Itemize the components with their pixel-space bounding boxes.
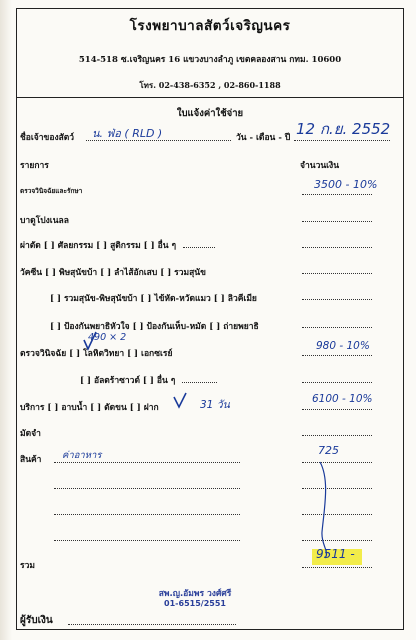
date-value: 12 ก.ย. 2552 bbox=[296, 120, 391, 138]
total-label: รวม bbox=[20, 561, 35, 571]
goods-label: สินค้า bbox=[20, 455, 42, 465]
surgery-label: ผ่าตัด [ ] ศัลยกรรม [ ] สูติกรรม [ ] อื่น ๆ bbox=[20, 241, 177, 251]
exam-label: ตรวจวินิจฉัยและรักษา bbox=[20, 187, 83, 195]
stamp-license: 01-6515/2551 bbox=[164, 599, 226, 608]
form-title: ใบแจ้งค่าใช้จ่าย bbox=[176, 108, 244, 119]
amount-header: จำนวนเงิน bbox=[300, 161, 340, 171]
service-label: บริการ [ ] อาบน้ำ [ ] ตัดขน [ ] ฝาก bbox=[20, 403, 159, 413]
sum-bracket-line bbox=[320, 462, 327, 558]
stamp-name: สพ.ญ.อัมพร วงศ์ศรี bbox=[158, 589, 232, 599]
owner-label: ชื่อเจ้าของสัตว์ bbox=[20, 133, 75, 143]
vaccine-row3: [ ] ป้องกันพยาธิหัวใจ [ ] ป้องกันเห็บ-หมัด [ ] ถ่ายพยาธิ bbox=[50, 322, 259, 332]
check-mark-hematology bbox=[84, 332, 96, 349]
service-amount: 6100 - 10% bbox=[312, 393, 373, 405]
exam-amount: 3500 - 10% bbox=[314, 178, 378, 191]
date-label: วัน - เดือน - ปี bbox=[236, 133, 291, 143]
clinic-address: 514-518 ซ.เจริญนคร 16 แขวงบางลำภู เขตคลองสาน กทม. 10600 bbox=[78, 55, 342, 65]
owner-value: น. ฟ่อ ( RLD ) bbox=[92, 127, 163, 140]
goods-amount: 725 bbox=[318, 444, 339, 457]
service-note: 31 วัน bbox=[200, 399, 230, 411]
clinic-name: โรงพยาบาลสัตว์เจริญนคร bbox=[129, 18, 291, 34]
items-header: รายการ bbox=[20, 161, 49, 171]
diag-amount: 980 - 10% bbox=[316, 340, 370, 352]
goods-item: ค่าอาหาร bbox=[62, 450, 102, 461]
clinic-phone: โทร. 02-438-6352 , 02-860-1188 bbox=[139, 80, 281, 90]
diag-row2: [ ] อัลตร้าซาวด์ [ ] อื่น ๆ bbox=[80, 376, 176, 386]
diag-note: 490 × 2 bbox=[88, 332, 127, 343]
deposit-label: มัดจำ bbox=[20, 429, 41, 439]
payee-label: ผู้รับเงิน bbox=[20, 615, 53, 626]
lodging-label: บาดูโปงเนลล bbox=[20, 216, 69, 226]
diag-label: ตรวจวินิจฉัย [ ] โลหิตวิทยา [ ] เอกซเรย์ bbox=[20, 349, 173, 359]
vaccine-label: วัคซีน [ ] พิษสุนัขบ้า [ ] ลำไส้อักเสบ [ ] รวมสุนัข bbox=[20, 268, 206, 278]
vaccine-row2: [ ] รวมสุนัข-พิษสุนัขบ้า [ ] ไข้หัด-หวัดแมว [ ] ลิวคีเมีย bbox=[50, 294, 257, 304]
check-mark-boarding bbox=[174, 393, 186, 407]
total-amount: 9511 - bbox=[316, 547, 355, 561]
